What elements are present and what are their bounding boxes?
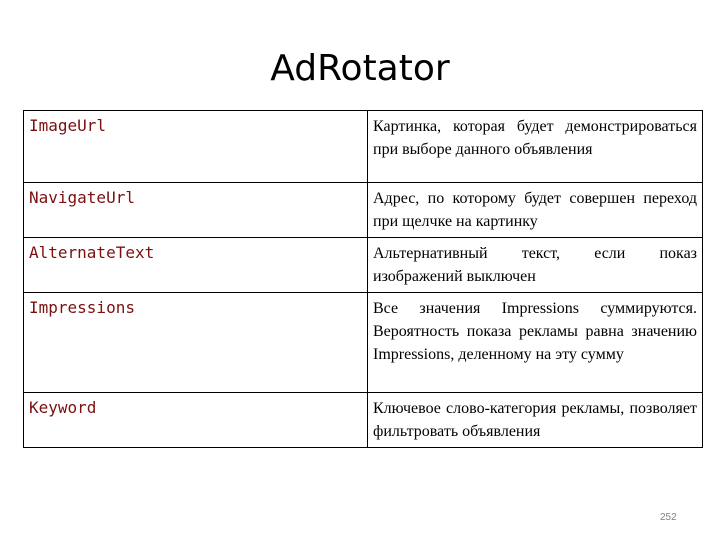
- property-name: ImageUrl: [24, 111, 368, 183]
- property-description: Картинка, которая будет демонстрироваться при выборе данного объявления: [368, 111, 703, 183]
- property-description: Адрес, по которому будет совершен переход при щелчке на картинку: [368, 183, 703, 238]
- table-row: [24, 183, 703, 238]
- table-row: [24, 393, 703, 448]
- property-name: AlternateText: [24, 238, 368, 293]
- page-number: 252: [660, 512, 677, 523]
- slide-title: AdRotator: [270, 48, 450, 89]
- property-description: Все значения Impressions суммируются. Вероятность показа рекламы равна значению Impressions, деленному на эту сумму: [368, 293, 703, 393]
- table-row: [24, 111, 703, 183]
- property-description: Альтернативный текст, если показ изображений выключен: [368, 238, 703, 293]
- property-name: Impressions: [24, 293, 368, 393]
- table-row: [24, 293, 703, 393]
- table-row: [24, 238, 703, 293]
- property-name: NavigateUrl: [24, 183, 368, 238]
- property-name: Keyword: [24, 393, 368, 448]
- property-description: Ключевое слово-категория рекламы, позволяет фильтровать объявления: [368, 393, 703, 448]
- properties-table: [23, 110, 703, 448]
